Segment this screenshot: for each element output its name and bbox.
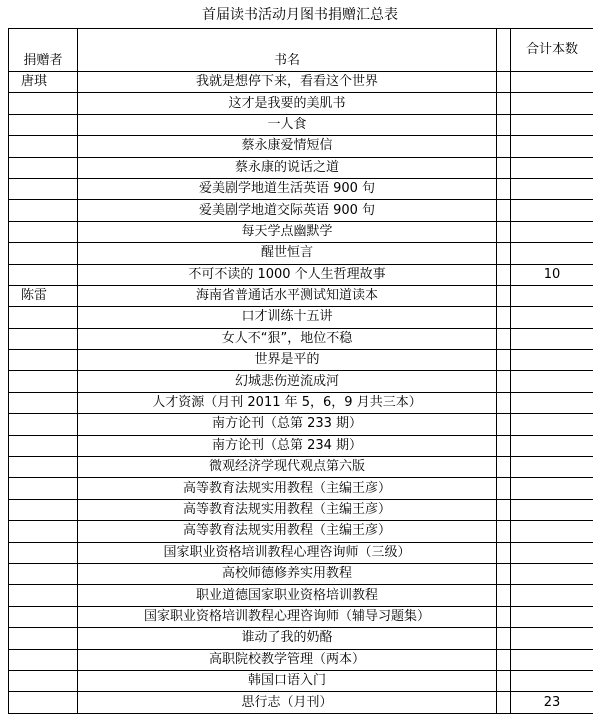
header-row [9,29,593,72]
donor-cell [9,542,78,563]
total-cell [511,157,593,178]
spacer-cell [497,178,511,199]
total-cell [511,114,593,135]
table-row [9,307,593,328]
header-donor: 捐赠者 [9,29,78,72]
total-cell [511,563,593,584]
table-row [9,628,593,649]
donor-cell [9,692,78,713]
book-title-cell: 女人不“狠”，地位不稳 [78,328,497,349]
book-title-cell: 高校师德修养实用教程 [78,563,497,584]
table-row [9,585,593,606]
donor-cell [9,606,78,627]
book-title-cell: 醒世恒言 [78,243,497,264]
donor-cell [9,200,78,221]
spacer-cell [497,93,511,114]
header-spacer [497,29,511,72]
table-row [9,285,593,306]
table-row [9,478,593,499]
donor-cell [9,136,78,157]
donor-cell [9,371,78,392]
total-cell [511,478,593,499]
table-row [9,435,593,456]
donor-cell [9,499,78,520]
spacer-cell [497,414,511,435]
book-title-cell: 谁动了我的奶酪 [78,628,497,649]
table-row [9,499,593,520]
total-cell [511,178,593,199]
total-cell [511,521,593,542]
donor-cell [9,114,78,135]
spacer-cell [497,478,511,499]
spacer-cell [497,350,511,371]
spacer-cell [497,157,511,178]
total-cell [511,350,593,371]
total-cell [511,414,593,435]
table-title: 首届读书活动月图书捐赠汇总表 [202,7,398,23]
spacer-cell [497,649,511,670]
book-title-cell: 思行志（月刊） [78,692,497,713]
spacer-cell [497,585,511,606]
spacer-cell [497,243,511,264]
table-row [9,392,593,413]
book-title-cell: 这才是我要的美肌书 [78,93,497,114]
donor-cell [9,307,78,328]
spacer-cell [497,307,511,328]
spacer-cell [497,72,511,93]
table-row [9,178,593,199]
book-title-cell: 蔡永康的说话之道 [78,157,497,178]
total-cell [511,457,593,478]
spacer-cell [497,499,511,520]
donor-cell: 陈雷 [9,285,78,306]
book-title-cell: 高职院校教学管理（两本） [78,649,497,670]
total-cell [511,585,593,606]
total-cell [511,606,593,627]
total-cell [511,649,593,670]
table-row [9,542,593,563]
total-cell [511,542,593,563]
spacer-cell [497,563,511,584]
book-title-cell: 我就是想停下来，看看这个世界 [78,72,497,93]
donor-cell [9,178,78,199]
book-title-cell: 不可不读的 1000 个人生哲理故事 [78,264,497,285]
total-cell [511,307,593,328]
table-row [9,328,593,349]
total-cell [511,628,593,649]
table-row [9,72,593,93]
book-title-cell: 一人食 [78,114,497,135]
donor-cell [9,221,78,242]
donor-cell [9,457,78,478]
book-title-cell: 微观经济学现代观点第六版 [78,457,497,478]
book-title-cell: 韩国口语入门 [78,670,497,691]
book-title-cell: 南方论刊（总第 234 期） [78,435,497,456]
table-row [9,563,593,584]
book-title-cell: 幻城悲伤逆流成河 [78,371,497,392]
book-title-cell: 世界是平的 [78,350,497,371]
donor-cell [9,350,78,371]
donor-cell [9,93,78,114]
total-cell [511,243,593,264]
book-title-cell: 职业道德国家职业资格培训教程 [78,585,497,606]
total-cell [511,371,593,392]
table-row [9,200,593,221]
total-cell [511,435,593,456]
total-cell [511,328,593,349]
table-row [9,606,593,627]
total-cell: 23 [511,692,593,713]
spacer-cell [497,606,511,627]
book-title-cell: 南方论刊（总第 233 期） [78,414,497,435]
spacer-cell [497,264,511,285]
total-cell [511,499,593,520]
total-cell [511,200,593,221]
donation-table [8,28,593,714]
spacer-cell [497,136,511,157]
spacer-cell [497,628,511,649]
total-cell [511,136,593,157]
table-row [9,221,593,242]
book-title-cell: 爱美剧学地道交际英语 900 句 [78,200,497,221]
table-row [9,371,593,392]
donor-cell [9,328,78,349]
total-cell [511,221,593,242]
spacer-cell [497,221,511,242]
book-title-cell: 国家职业资格培训教程心理咨询师（辅导习题集） [78,606,497,627]
spacer-cell [497,542,511,563]
donor-cell [9,264,78,285]
donor-cell [9,585,78,606]
total-cell [511,392,593,413]
table-row [9,649,593,670]
table-row [9,414,593,435]
spacer-cell [497,692,511,713]
book-title-cell: 海南省普通话水平测试知道读本 [78,285,497,306]
spacer-cell [497,457,511,478]
table-row [9,457,593,478]
spacer-cell [497,328,511,349]
table-row [9,243,593,264]
book-title-cell: 口才训练十五讲 [78,307,497,328]
donor-cell [9,521,78,542]
donor-cell [9,157,78,178]
header-book: 书名 [78,29,497,72]
total-cell [511,670,593,691]
donor-cell [9,435,78,456]
table-row [9,114,593,135]
spacer-cell [497,435,511,456]
book-title-cell: 爱美剧学地道生活英语 900 句 [78,178,497,199]
header-total: 合计本数 [511,29,593,72]
table-row [9,350,593,371]
table-row [9,692,593,713]
table-row [9,264,593,285]
spacer-cell [497,670,511,691]
table-row [9,93,593,114]
spacer-cell [497,114,511,135]
book-title-cell: 高等教育法规实用教程（主编王彦） [78,478,497,499]
total-cell [511,93,593,114]
table-row [9,521,593,542]
book-title-cell: 每天学点幽默学 [78,221,497,242]
donor-cell [9,243,78,264]
book-title-cell: 高等教育法规实用教程（主编王彦） [78,521,497,542]
book-title-cell: 蔡永康爱情短信 [78,136,497,157]
spacer-cell [497,200,511,221]
table-row [9,670,593,691]
donor-cell [9,414,78,435]
donor-cell [9,628,78,649]
total-cell: 10 [511,264,593,285]
donor-cell [9,649,78,670]
spacer-cell [497,392,511,413]
table-row [9,136,593,157]
donor-cell: 唐琪 [9,72,78,93]
spacer-cell [497,285,511,306]
table-body [9,29,593,714]
total-cell [511,285,593,306]
book-title-cell: 国家职业资格培训教程心理咨询师（三级） [78,542,497,563]
total-cell [511,72,593,93]
donor-cell [9,563,78,584]
table-row [9,157,593,178]
donor-cell [9,478,78,499]
spacer-cell [497,521,511,542]
donor-cell [9,392,78,413]
spacer-cell [497,371,511,392]
donor-cell [9,670,78,691]
book-title-cell: 人才资源（月刊 2011 年 5，6，9 月共三本） [78,392,497,413]
book-title-cell: 高等教育法规实用教程（主编王彦） [78,499,497,520]
